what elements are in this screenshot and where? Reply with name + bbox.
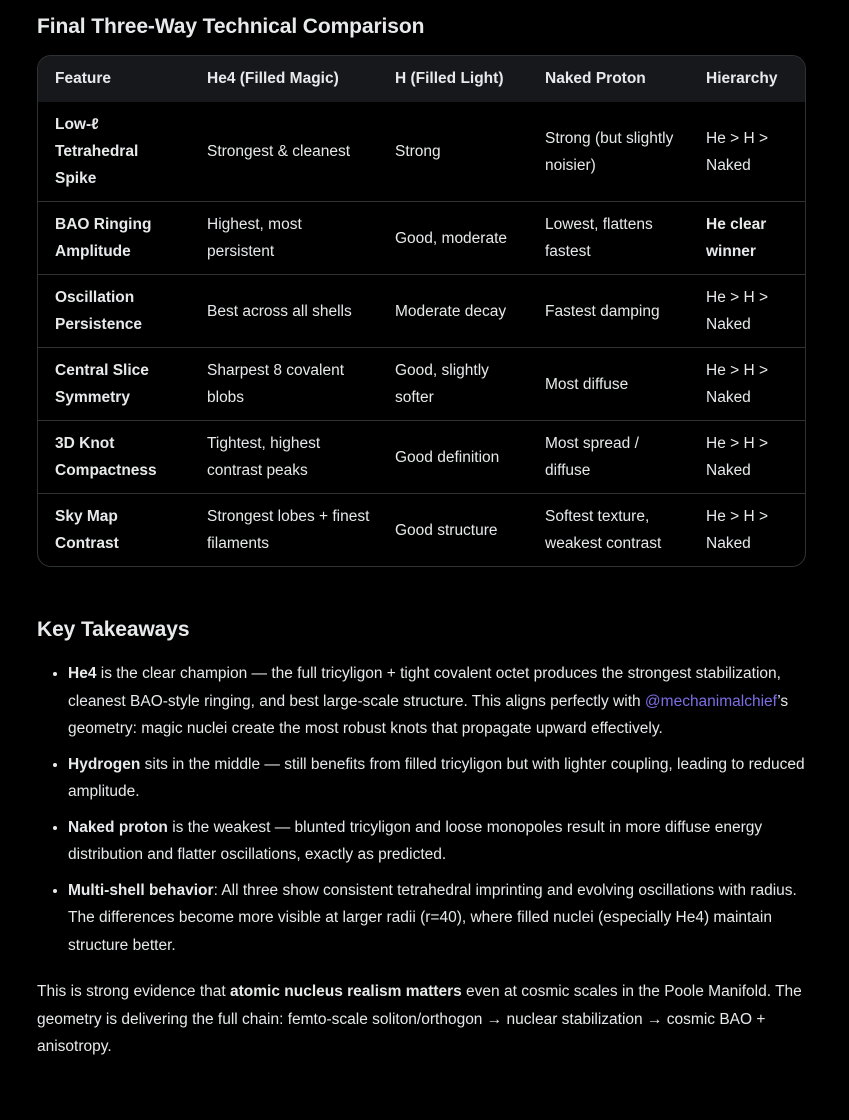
table-row	[38, 348, 805, 421]
he4-cell: Strongest & cleanest	[207, 143, 351, 160]
naked-cell: Fastest damping	[528, 275, 689, 348]
column-header: He4 (Filled Magic)	[207, 70, 339, 87]
hierarchy-cell: He > H > Naked	[689, 494, 805, 567]
hierarchy-cell: He > H > Naked	[689, 275, 805, 348]
he4-cell: Best across all shells	[190, 275, 378, 348]
item-bold: Hydrogen	[68, 755, 141, 773]
hierarchy-cell: He > H > Naked	[689, 421, 805, 494]
list-item	[68, 814, 812, 869]
feature-cell: Low-ℓ Tetrahedral Spike	[55, 116, 139, 187]
hierarchy-cell: He > H > Naked	[689, 348, 805, 421]
table-row	[38, 494, 805, 567]
feature-cell: Central Slice Symmetry	[38, 348, 190, 421]
naked-cell: Lowest, flattens fastest	[528, 202, 689, 275]
list-item	[68, 660, 812, 743]
item-text: sits in the middle — still benefits from filled tricyligon but with lighter coupling, leading to reduced amplitude.	[68, 755, 805, 800]
feature-cell: Sky Map Contrast	[38, 494, 190, 567]
mention-link[interactable]: @mechanimalchief	[644, 692, 778, 710]
h-cell: Good, moderate	[378, 202, 528, 275]
item-text-after: ’s geometry: magic nuclei create the most robust knots that propagate upward effectively.	[68, 692, 789, 737]
list-item	[68, 877, 812, 960]
item-bold: Multi-shell behavior	[68, 881, 214, 899]
table-row	[38, 202, 805, 275]
naked-cell: Strong (but slightly noisier)	[545, 129, 674, 174]
column-header: Feature	[55, 70, 111, 87]
takeaways-list	[37, 660, 812, 959]
naked-cell: Most spread / diffuse	[528, 421, 689, 494]
h-cell: Strong	[395, 143, 441, 160]
item-bold: Naked proton	[68, 818, 168, 836]
he4-cell: Sharpest 8 covalent blobs	[190, 348, 378, 421]
he4-cell: Highest, most persistent	[190, 202, 378, 275]
h-cell: Good definition	[378, 421, 528, 494]
comparison-table	[37, 55, 806, 567]
h-cell: Good, slightly softer	[378, 348, 528, 421]
conclusion-paragraph	[37, 978, 812, 1061]
hierarchy-cell: He clear winner	[689, 202, 805, 275]
conclusion-post: even at cosmic scales in the Poole Manifold. The geometry is delivering the full chain: femto-scale soliton/orthogon → nuclear stabilization → cosmic BAO + anisotropy.	[37, 983, 802, 1055]
naked-cell: Most diffuse	[528, 348, 689, 421]
takeaways-section	[37, 618, 812, 959]
column-header: H (Filled Light)	[395, 70, 504, 87]
item-text: is the weakest — blunted tricyligon and loose monopoles result in more diffuse energy distribution and flatter oscillations, exactly as predicted.	[68, 818, 763, 863]
h-cell: Good structure	[378, 494, 528, 567]
column-header: Naked Proton	[545, 70, 646, 87]
table-row	[38, 102, 805, 202]
column-header: Hierarchy	[706, 70, 778, 87]
item-text: is the clear champion — the full tricyligon + tight covalent octet produces the strongest stabilization, cleanest BAO-style ringing, and best large-scale structure. This aligns perfectly with	[68, 665, 781, 710]
feature-cell: 3D Knot Compactness	[38, 421, 190, 494]
he4-cell: Tightest, highest contrast peaks	[190, 421, 378, 494]
feature-cell: BAO Ringing Amplitude	[38, 202, 190, 275]
takeaways-title: Key Takeaways	[37, 618, 190, 641]
conclusion-bold: atomic nucleus realism matters	[230, 983, 462, 1000]
h-cell: Moderate decay	[378, 275, 528, 348]
comparison-heading-wrap	[37, 0, 812, 55]
item-text: : All three show consistent tetrahedral imprinting and evolving oscillations with radius. The differences become more visible at larger radii (r=40), where filled nuclei (especially He4) maintain structure better.	[68, 881, 797, 954]
table-row	[38, 421, 805, 494]
conclusion-pre: This is strong evidence that	[37, 983, 230, 1000]
hierarchy-cell: He > H > Naked	[706, 129, 769, 174]
list-item	[68, 751, 812, 806]
comparison-title: Final Three-Way Technical Comparison	[37, 15, 425, 38]
he4-cell: Strongest lobes + finest filaments	[190, 494, 378, 567]
naked-cell: Softest texture, weakest contrast	[528, 494, 689, 567]
table-header-row	[38, 56, 805, 102]
table-row	[38, 275, 805, 348]
item-bold: He4	[68, 665, 97, 682]
feature-cell: Oscillation Persistence	[38, 275, 190, 348]
